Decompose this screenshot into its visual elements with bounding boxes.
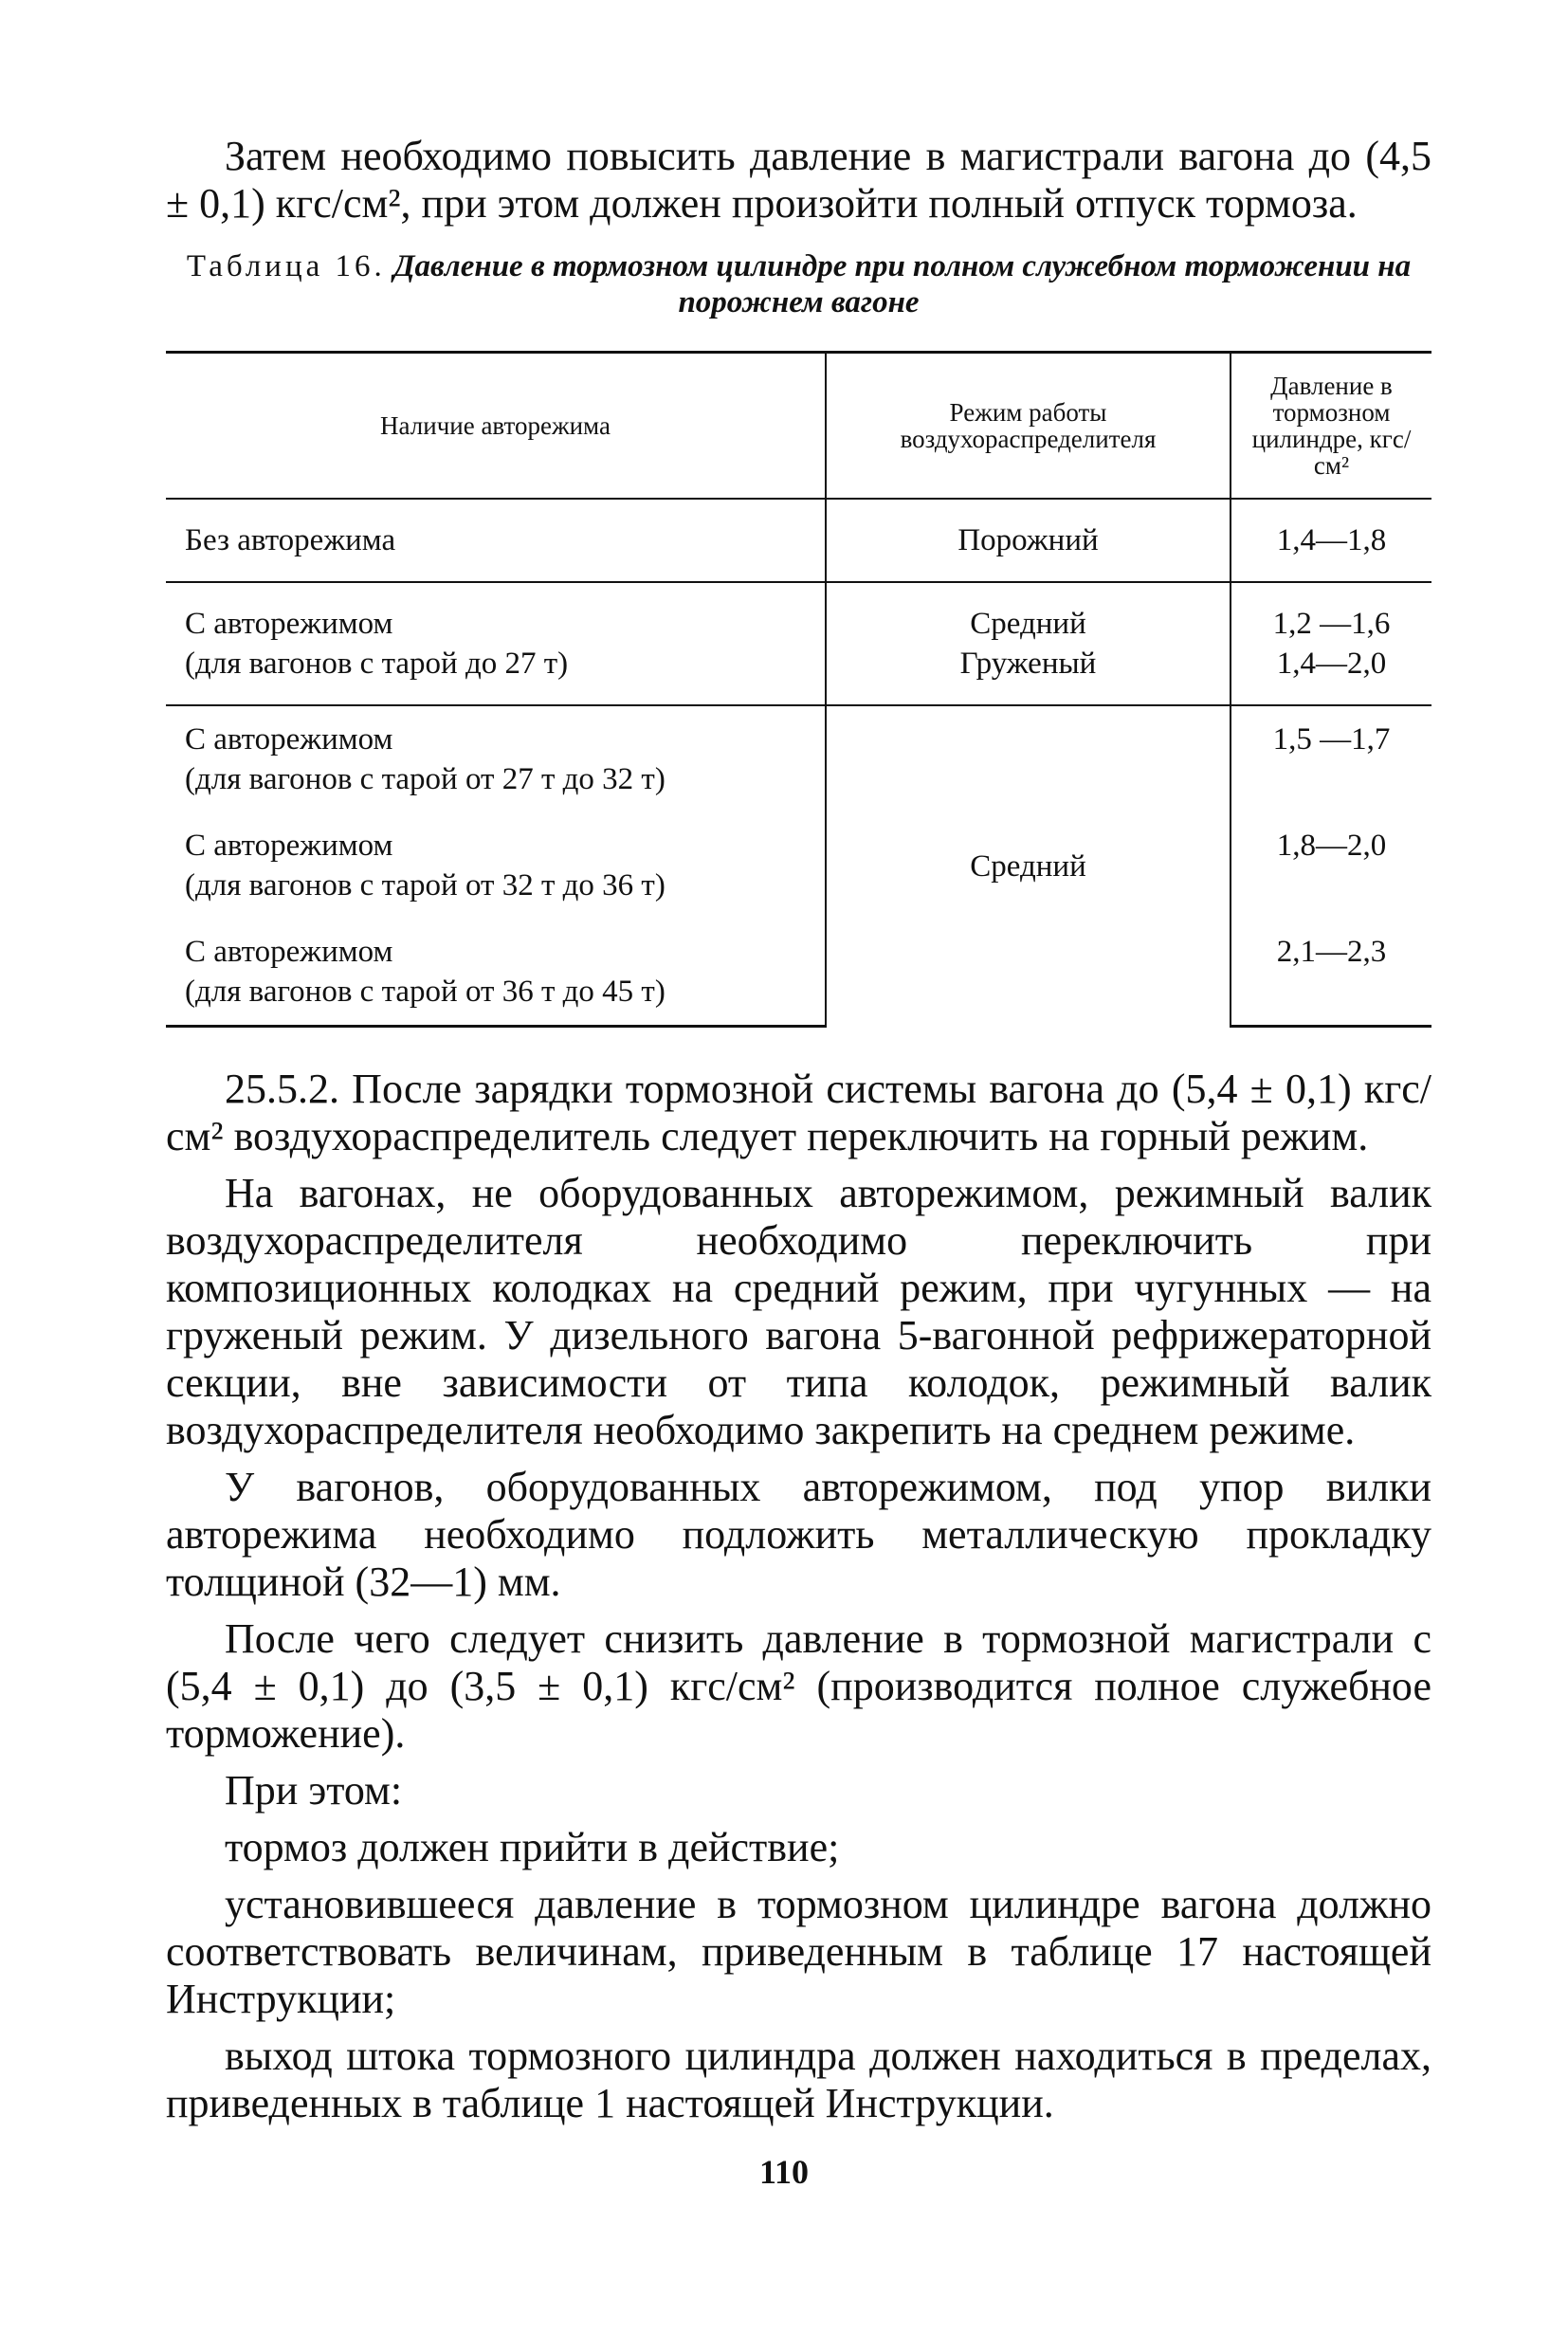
cell-mode bbox=[826, 582, 1231, 705]
cell-line: (для вагонов с тарой от 36 т до 45 т) bbox=[185, 975, 665, 1009]
cell-pressure bbox=[1231, 582, 1431, 705]
table-row bbox=[166, 499, 1431, 582]
cell-line: Средний bbox=[970, 607, 1086, 641]
cell-line: (для вагонов с тарой от 27 т до 32 т) bbox=[185, 762, 665, 796]
cell-autoregime: Без авторежима bbox=[185, 523, 396, 557]
cell-mode-merged: Средний bbox=[826, 705, 1231, 1027]
table-caption-title: Давление в тормозном цилиндре при полном служебном торможении на порожнем вагоне bbox=[393, 249, 1412, 319]
page-number: 110 bbox=[758, 2153, 809, 2191]
table-row bbox=[166, 919, 1431, 1027]
body-paragraph: выход штока тормозного цилиндра должен находиться в пределах, приведенных в таблице 1 настоящей Инструкции. bbox=[166, 2033, 1431, 2126]
pressure-table bbox=[166, 351, 1431, 1028]
body-paragraph: При этом: bbox=[225, 1767, 403, 1814]
cell-autoregime bbox=[166, 705, 826, 812]
body-paragraph: После чего следует снизить давление в тормозной магистрали с (5,4 ± 0,1) до (3,5 ± 0,1) кгс/см² (производится полное служебное торможение). bbox=[166, 1615, 1431, 1757]
cell-line: 1,4—2,0 bbox=[1276, 647, 1387, 681]
cell-line: (для вагонов с тарой от 32 т до 36 т) bbox=[185, 868, 665, 903]
cell-line: С авторежимом bbox=[185, 722, 393, 757]
header-pressure: Давление в тормозном цилиндре, кгс/см² bbox=[1231, 353, 1431, 500]
table-row bbox=[166, 582, 1431, 705]
body-paragraph: 25.5.2. После зарядки тормозной системы вагона до (5,4 ± 0,1) кгс/см² воздухораспределитель следует переключить на горный режим. bbox=[166, 1066, 1431, 1159]
cell-autoregime bbox=[166, 812, 826, 919]
body-paragraph: установившееся давление в тормозном цилиндре вагона должно соответствовать величинам, приведенным в таблице 17 настоящей Инструкции; bbox=[166, 1881, 1431, 2022]
table-row bbox=[166, 705, 1431, 812]
table-row bbox=[166, 812, 1431, 919]
table-caption-label: Таблица 16. bbox=[186, 249, 386, 283]
cell-pressure: 1,4—1,8 bbox=[1231, 499, 1431, 582]
body-paragraph: тормоз должен прийти в действие; bbox=[225, 1824, 840, 1870]
cell-line: С авторежимом bbox=[185, 829, 393, 863]
cell-line: С авторежимом bbox=[185, 935, 393, 969]
cell-pressure: 1,8—2,0 bbox=[1231, 812, 1431, 919]
header-mode: Режим работы воздухораспределителя bbox=[826, 353, 1231, 500]
cell-line: 1,2 —1,6 bbox=[1272, 607, 1391, 641]
cell-line: Груженый bbox=[959, 647, 1097, 681]
table-header-row bbox=[166, 353, 1431, 500]
cell-pressure: 2,1—2,3 bbox=[1231, 919, 1431, 1027]
header-autoregime: Наличие авторежима bbox=[166, 353, 826, 500]
cell-autoregime bbox=[166, 919, 826, 1027]
table-caption bbox=[166, 248, 1431, 320]
cell-autoregime bbox=[166, 582, 826, 705]
cell-line: С авторежимом bbox=[185, 607, 393, 641]
body-paragraph: У вагонов, оборудованных авторежимом, под упор вилки авторежима необходимо подложить металлическую прокладку толщиной (32—1) мм. bbox=[166, 1464, 1431, 1605]
cell-line: (для вагонов с тарой до 27 т) bbox=[185, 647, 569, 681]
intro-paragraph: Затем необходимо повысить давление в магистрали вагона до (4,5 ± 0,1) кгс/см², при этом должен произойти полный отпуск тормоза. bbox=[166, 133, 1431, 227]
body-paragraph: На вагонах, не оборудованных авторежимом, режимный валик воздухораспределителя необходимо переключить при композиционных колодках на средний режим, при чугунных — на груженый режим. У дизельного вагона 5-вагонной рефрижераторной секции, вне зависимости от типа колодок, режимный валик воздухораспределителя необходимо закрепить на среднем режиме. bbox=[166, 1170, 1431, 1453]
cell-mode: Порожний bbox=[826, 499, 1231, 582]
cell-pressure: 1,5 —1,7 bbox=[1231, 705, 1431, 812]
page-content bbox=[166, 133, 1431, 2127]
